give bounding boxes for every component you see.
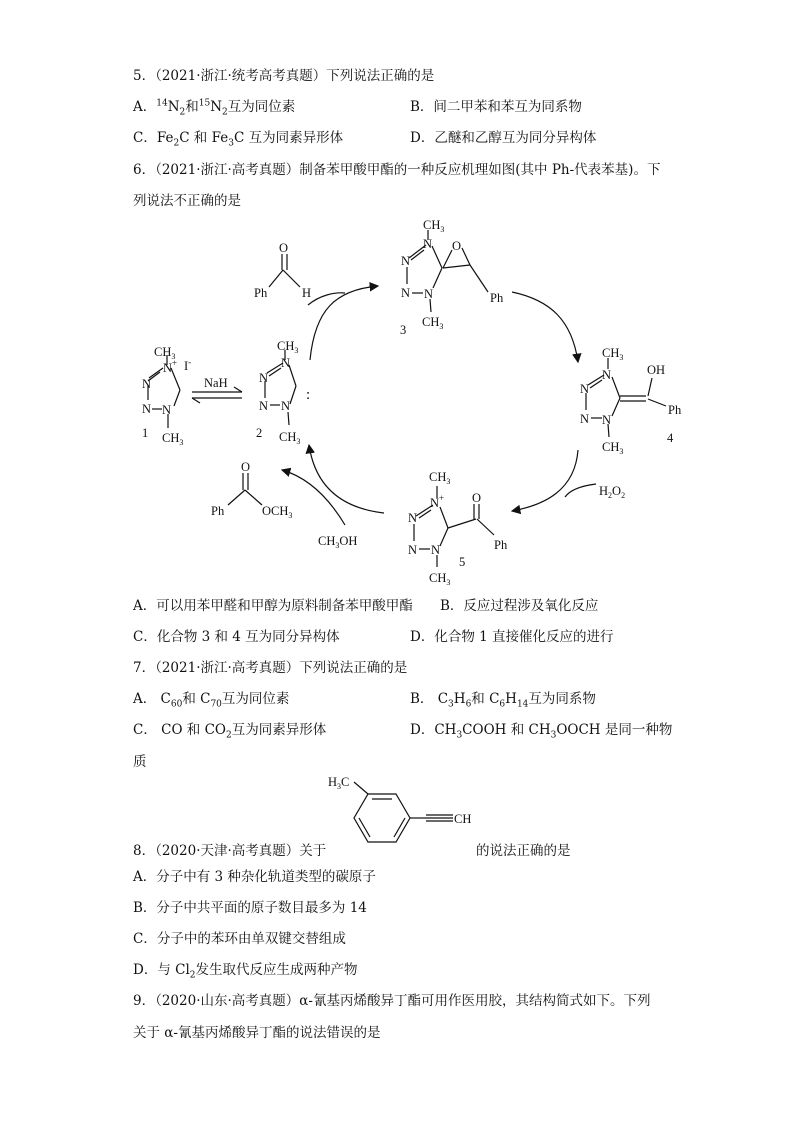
c4-methyl-bottom: $CH_3$	[602, 440, 624, 456]
q8-option-d: D．与 $Cl_2$发生取代反应生成两种产物	[133, 962, 358, 981]
c1-iodide: I-	[184, 357, 192, 373]
benzaldehyde-o: O	[279, 241, 289, 255]
nah-label: NaH	[204, 376, 228, 390]
q6-option-c: C．化合物 3 和 4 互为同分异构体	[133, 629, 340, 645]
c2-methyl-top: $CH_3$	[277, 339, 299, 355]
h2o2-in-arrow	[565, 484, 596, 497]
methyl-label: $H_3C$	[328, 775, 350, 791]
ester-ph: Ph	[211, 504, 225, 518]
q7-option-d-continued: 质	[133, 754, 147, 770]
c4-ph: Ph	[668, 403, 682, 417]
c2-number-label: 2	[256, 426, 263, 440]
c3-number-label: 3	[400, 323, 407, 337]
c2-n-top: N	[281, 356, 291, 370]
c1-n-left: N	[142, 402, 152, 416]
c5-methyl-top: $CH_3$	[429, 470, 451, 486]
c3-epoxide-o: O	[452, 239, 462, 253]
alkyne-ch-label: CH	[454, 812, 472, 826]
q8-option-a: A．分子中有 3 种杂化轨道类型的碳原子	[133, 869, 376, 885]
c5-n-ring: N	[408, 511, 418, 525]
compound-3-ring	[407, 230, 488, 312]
c5-n-plus: N+	[430, 493, 445, 510]
c3-n-top: N	[423, 237, 433, 251]
q5-stem: 5．（2021·浙江·统考高考真题）下列说法正确的是	[133, 68, 435, 84]
methanol-label: $CH_3OH$	[318, 534, 358, 550]
ester-carbonyl-o: O	[241, 460, 251, 474]
c2-carbene-lone-pair: :	[306, 387, 311, 403]
q6-option-a: A．可以用苯甲醛和甲醇为原料制备苯甲酸甲酯	[133, 598, 413, 614]
c3-n-left: N	[401, 286, 411, 300]
c3-n-ring: N	[401, 254, 411, 268]
c1-n-right: N	[162, 403, 172, 417]
c2-n-right: N	[281, 399, 291, 413]
q7-option-d: D．$CH_3COOH$ 和 $CH_3OOCH$ 是同一种物	[410, 722, 673, 741]
q6-option-b: B．反应过程涉及氧化反应	[440, 598, 599, 614]
c1-number-label: 1	[142, 426, 149, 440]
c3-methyl-bottom: $CH_3$	[422, 315, 444, 331]
c5-ph: Ph	[494, 538, 508, 552]
q7-option-b: B． $C_3H_6$和 $C_6H_{14}$互为同系物	[410, 691, 596, 710]
q6-option-d: D．化合物 1 直接催化反应的进行	[410, 629, 614, 645]
q6-stem-line2: 列说法不正确的是	[133, 193, 241, 209]
compound-5-ring	[414, 486, 494, 567]
c2-n-left: N	[259, 399, 269, 413]
q8-stem-end: 的说法正确的是	[476, 843, 571, 859]
q8-molecule-structure	[320, 772, 490, 852]
c5-n-left: N	[408, 543, 418, 557]
benzaldehyde-h: H	[302, 286, 312, 300]
q8-option-c: C．分子中的苯环由单双键交替组成	[133, 931, 346, 947]
c5-n-right: N	[431, 543, 441, 557]
c4-n-left: N	[580, 412, 590, 426]
c5-number-label: 5	[459, 555, 466, 569]
c4-n-top: N	[602, 368, 612, 382]
q9-stem-line2: 关于 α-氰基丙烯酸异丁酯的说法错误的是	[133, 1025, 381, 1041]
q7-option-c: C． CO 和 $CO_2$互为同素异形体	[133, 722, 327, 741]
benzaldehyde-in-arrow	[308, 293, 345, 305]
q5-option-b: B．间二甲苯和苯互为同系物	[410, 99, 582, 115]
h2o2-label: $H_2O_2$	[599, 484, 626, 500]
cycle-arrow-4-to-5	[512, 450, 578, 511]
c1-methyl-top: $CH_3$	[154, 345, 176, 361]
ester-och3: $OCH_3$	[262, 504, 293, 520]
c1-n-ring: N	[142, 377, 152, 391]
c4-n-right: N	[602, 413, 612, 427]
c1-methyl-bottom: $CH_3$	[162, 431, 184, 447]
c3-methyl-top: $CH_3$	[423, 218, 445, 234]
q7-option-a: A． $C_{60}$和 $C_{70}$互为同位素	[133, 691, 290, 710]
q5-option-d: D．乙醚和乙醇互为同分异构体	[410, 130, 597, 146]
c4-n-ring: N	[580, 382, 590, 396]
c4-oh: OH	[647, 363, 666, 377]
c5-methyl-bottom: $CH_3$	[429, 571, 451, 587]
q8-stem-start: 8．（2020·天津·高考真题）关于	[133, 843, 327, 859]
cycle-arrow-5-to-2	[309, 445, 384, 513]
q5-option-a: A．$^{14}N_2$和$^{15}N_2$互为同位素	[133, 98, 296, 118]
c4-number-label: 4	[667, 431, 674, 445]
methyl-benzoate-structure	[228, 473, 262, 505]
c2-methyl-bottom: $CH_3$	[279, 430, 301, 446]
benzaldehyde-ph: Ph	[254, 286, 268, 300]
c3-ph: Ph	[490, 291, 504, 305]
c5-carbonyl-o: O	[472, 491, 482, 505]
c3-n-right: N	[424, 287, 434, 301]
c1-n-plus: N+	[163, 358, 178, 375]
q7-stem: 7．（2021·浙江·高考真题）下列说法正确的是	[133, 660, 408, 676]
benzaldehyde-structure	[269, 254, 300, 287]
q9-stem-line1: 9．（2020·山东·高考真题）α-氰基丙烯酸异丁酯可用作医用胶，其结构简式如下。下列	[133, 993, 651, 1009]
c2-n-ring: N	[259, 371, 269, 385]
c4-methyl-top: $CH_3$	[602, 346, 624, 362]
q8-option-b: B．分子中共平面的原子数目最多为 14	[133, 900, 367, 916]
q6-stem-line1: 6．（2021·浙江·高考真题）制备苯甲酸甲酯的一种反应机理如图(其中 Ph-代表苯基)。下	[133, 162, 661, 178]
cycle-arrow-3-to-4	[512, 292, 578, 362]
q5-option-c: C．$Fe_2C$ 和 $Fe_3C$ 互为同素异形体	[133, 130, 344, 149]
